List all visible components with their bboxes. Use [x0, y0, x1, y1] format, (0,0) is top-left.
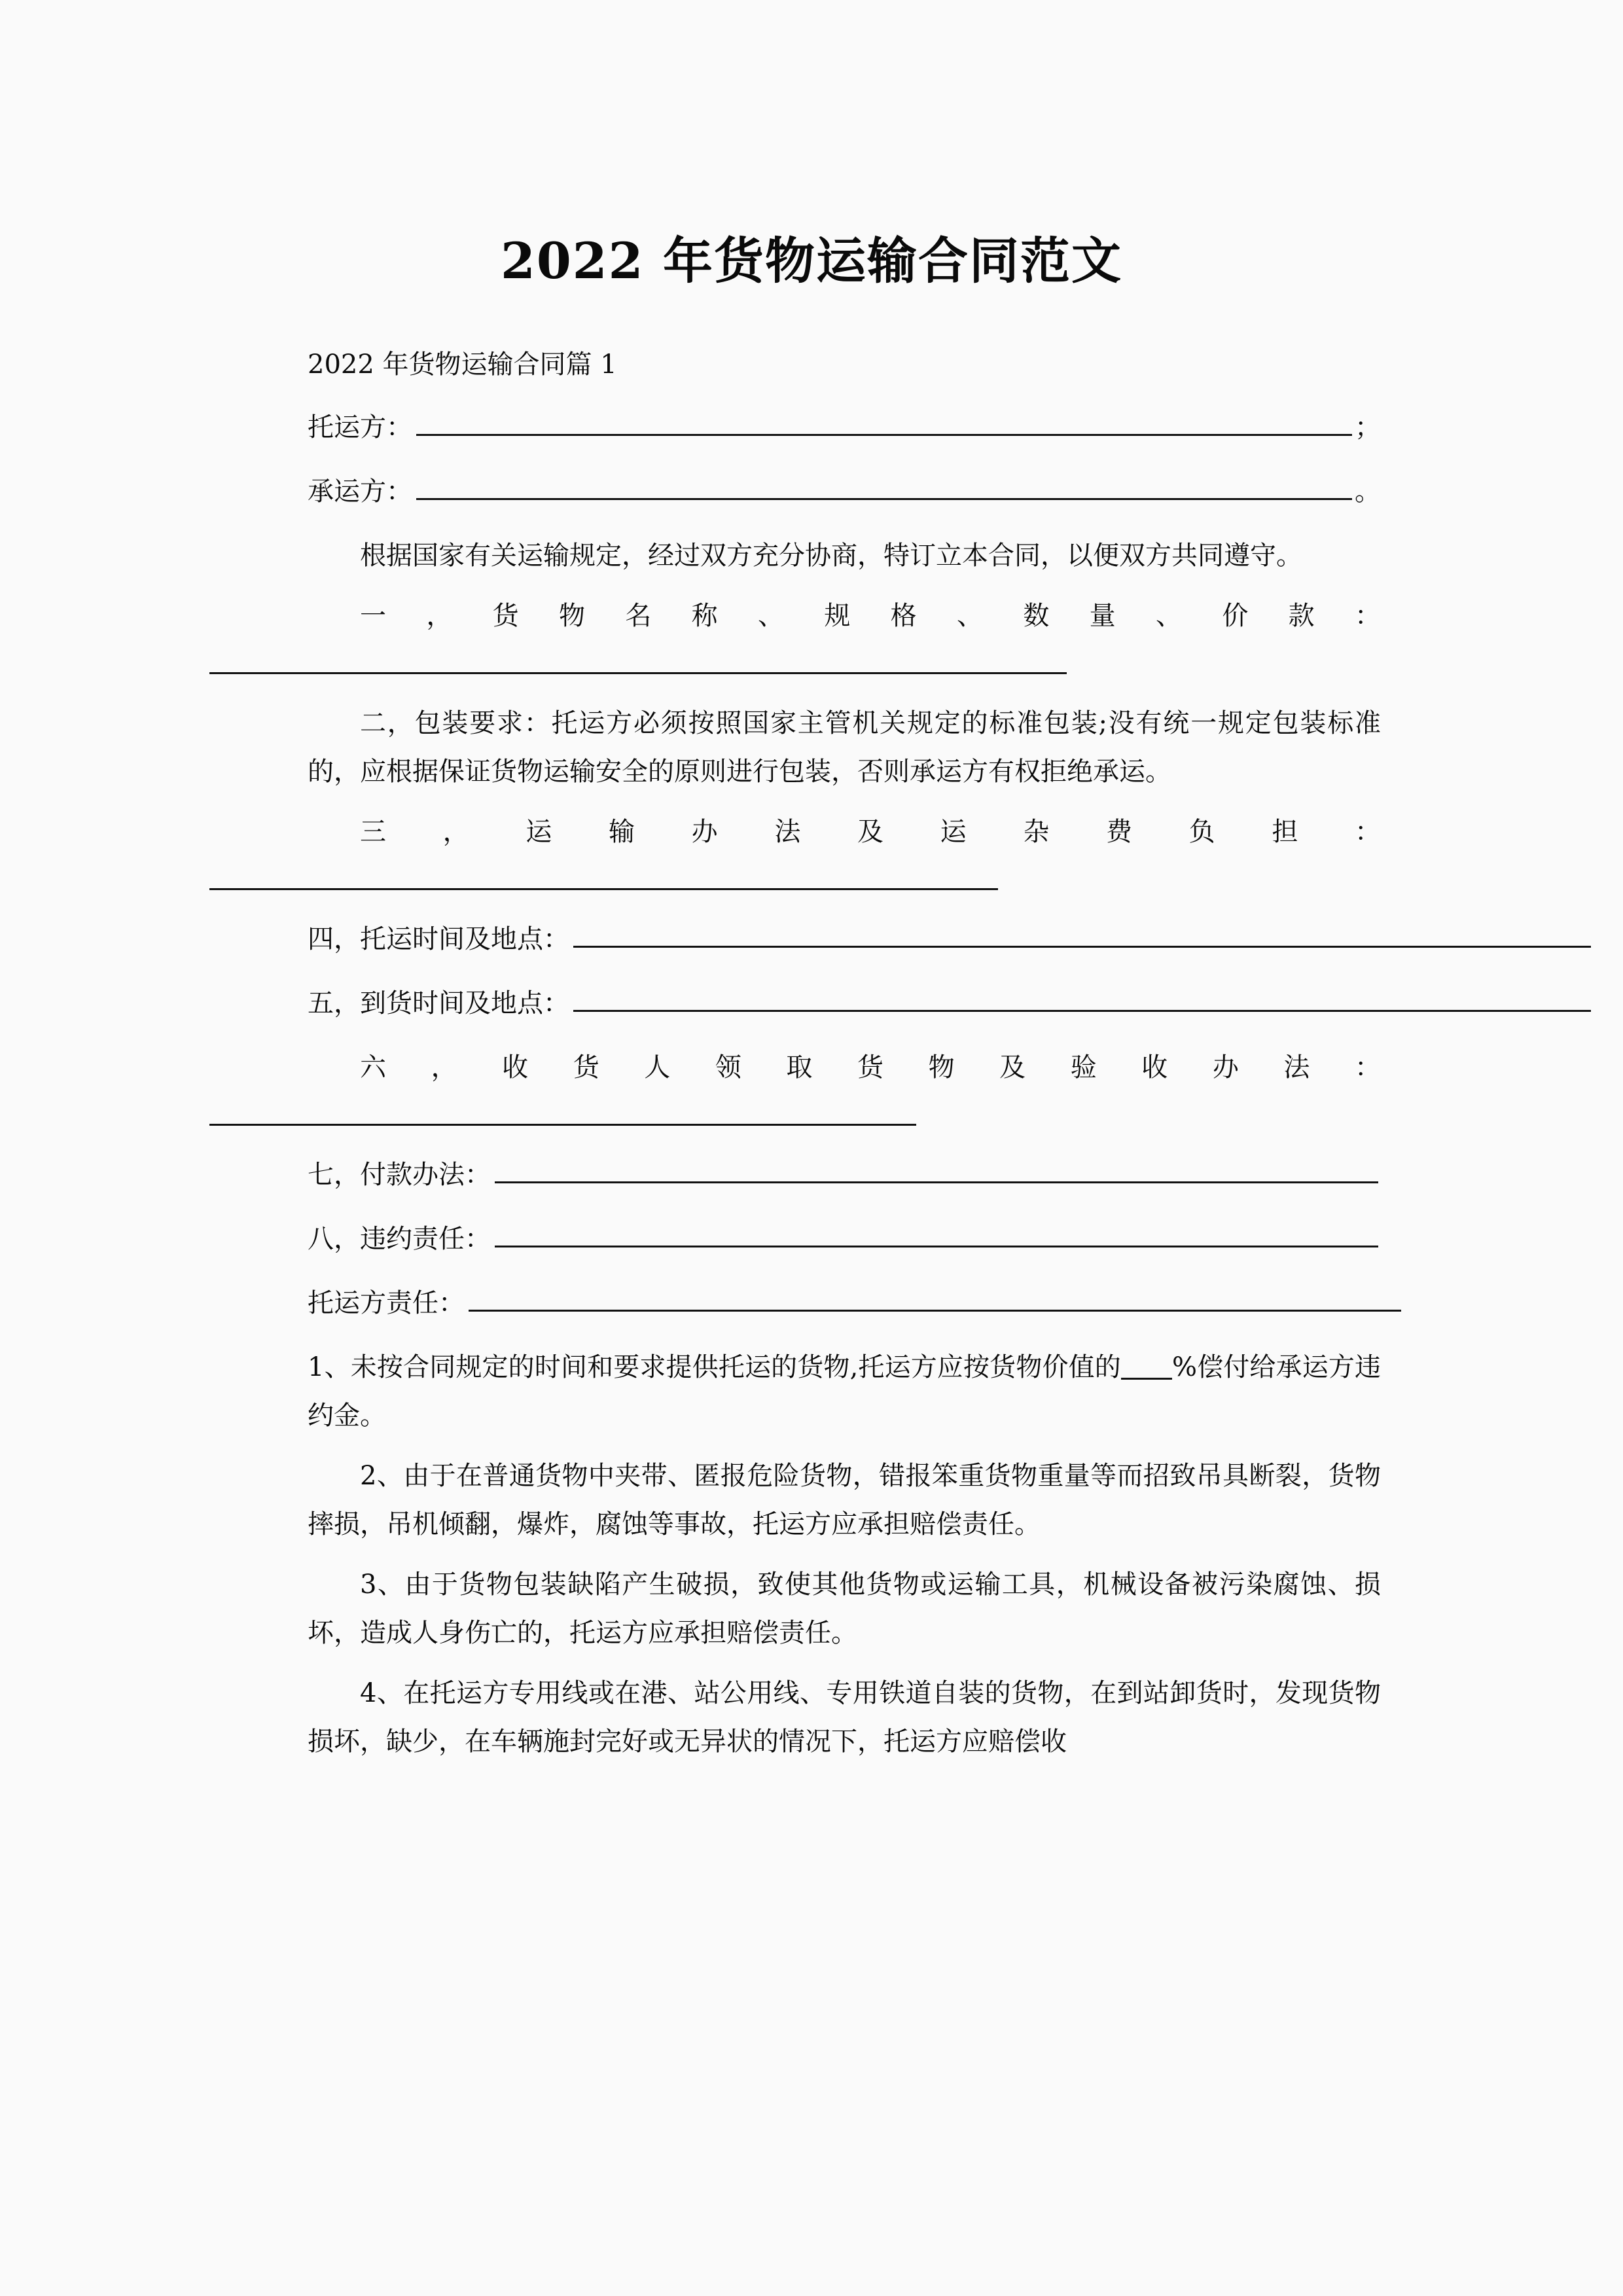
section-8-label: 八，违约责任：	[308, 1224, 491, 1254]
consignor-field-row	[308, 403, 1381, 452]
document-subheading: 2022 年货物运输合同篇 1	[308, 350, 617, 380]
clause-3: 3、由于货物包装缺陷产生破损，致使其他货物或运输工具，机械设备被污染腐蚀、损坏，造成人身伤亡的，托运方应承担赔偿责任。	[308, 1570, 1381, 1648]
section-3-blank-line[interactable]	[308, 856, 1381, 905]
section-1-heading: 一，货物名称、规格、数量、价款：	[360, 601, 1381, 631]
clause-4: 4、在托运方专用线或在港、站公用线、专用铁道自装的货物，在到站卸货时，发现货物损坏，缺少，在车辆施封完好或无异状的情况下，托运方应赔偿收	[308, 1678, 1381, 1757]
section-5-label: 五，到货时间及地点：	[308, 988, 569, 1018]
page-title: 2022 年货物运输合同范文	[501, 231, 1122, 290]
consignor-liability-field-row	[308, 1279, 1381, 1327]
carrier-blank-line[interactable]	[416, 476, 1352, 500]
consignor-liability-label: 托运方责任：	[308, 1288, 465, 1318]
section-6-heading: 六，收货人领取货物及验收办法：	[360, 1052, 1381, 1083]
clause-1-text-part-2: %偿付给承运方违约金。	[308, 1352, 1381, 1431]
section-7-label: 七，付款办法：	[308, 1160, 491, 1190]
preamble-paragraph: 根据国家有关运输规定，经过双方充分协商，特订立本合同，以便双方共同遵守。	[360, 541, 1302, 571]
clause-1	[308, 1343, 1381, 1440]
carrier-punctuation: 。	[1355, 476, 1381, 507]
section-4-label: 四，托运时间及地点：	[308, 924, 569, 954]
consignor-label: 托运方：	[308, 412, 412, 442]
section-8-field-row	[308, 1215, 1381, 1263]
section-7-field-row	[308, 1151, 1381, 1199]
section-7-blank-line[interactable]	[495, 1159, 1378, 1183]
section-5-blank-line[interactable]	[573, 988, 1591, 1012]
section-4-field-row	[308, 915, 1381, 963]
section-1-blank-line[interactable]	[308, 640, 1381, 689]
section-4-blank-line[interactable]	[573, 924, 1591, 948]
consignor-liability-blank-line[interactable]	[469, 1287, 1401, 1312]
section-3-heading: 三，运输办法及运杂费负担：	[360, 817, 1381, 847]
clause-1-inline-blank[interactable]	[1121, 1378, 1172, 1380]
consignor-blank-line[interactable]	[416, 412, 1352, 436]
section-8-blank-line[interactable]	[495, 1223, 1378, 1247]
section-5-field-row	[308, 979, 1381, 1028]
section-6-blank-line[interactable]	[308, 1092, 1381, 1140]
carrier-field-row	[308, 467, 1381, 516]
document-body	[308, 340, 1381, 1778]
consignor-punctuation: ；	[1355, 412, 1381, 442]
clause-2: 2、由于在普通货物中夹带、匿报危险货物，错报笨重货物重量等而招致吊具断裂，货物摔损，吊机倾翻，爆炸，腐蚀等事故，托运方应承担赔偿责任。	[308, 1461, 1381, 1539]
clause-1-text-part-1: 1、未按合同规定的时间和要求提供托运的货物,托运方应按货物价值的	[308, 1352, 1121, 1382]
section-2-paragraph: 二，包装要求：托运方必须按照国家主管机关规定的标准包装;没有统一规定包装标准的，应根据保证货物运输安全的原则进行包装，否则承运方有权拒绝承运。	[308, 708, 1381, 787]
carrier-label: 承运方：	[308, 476, 412, 507]
